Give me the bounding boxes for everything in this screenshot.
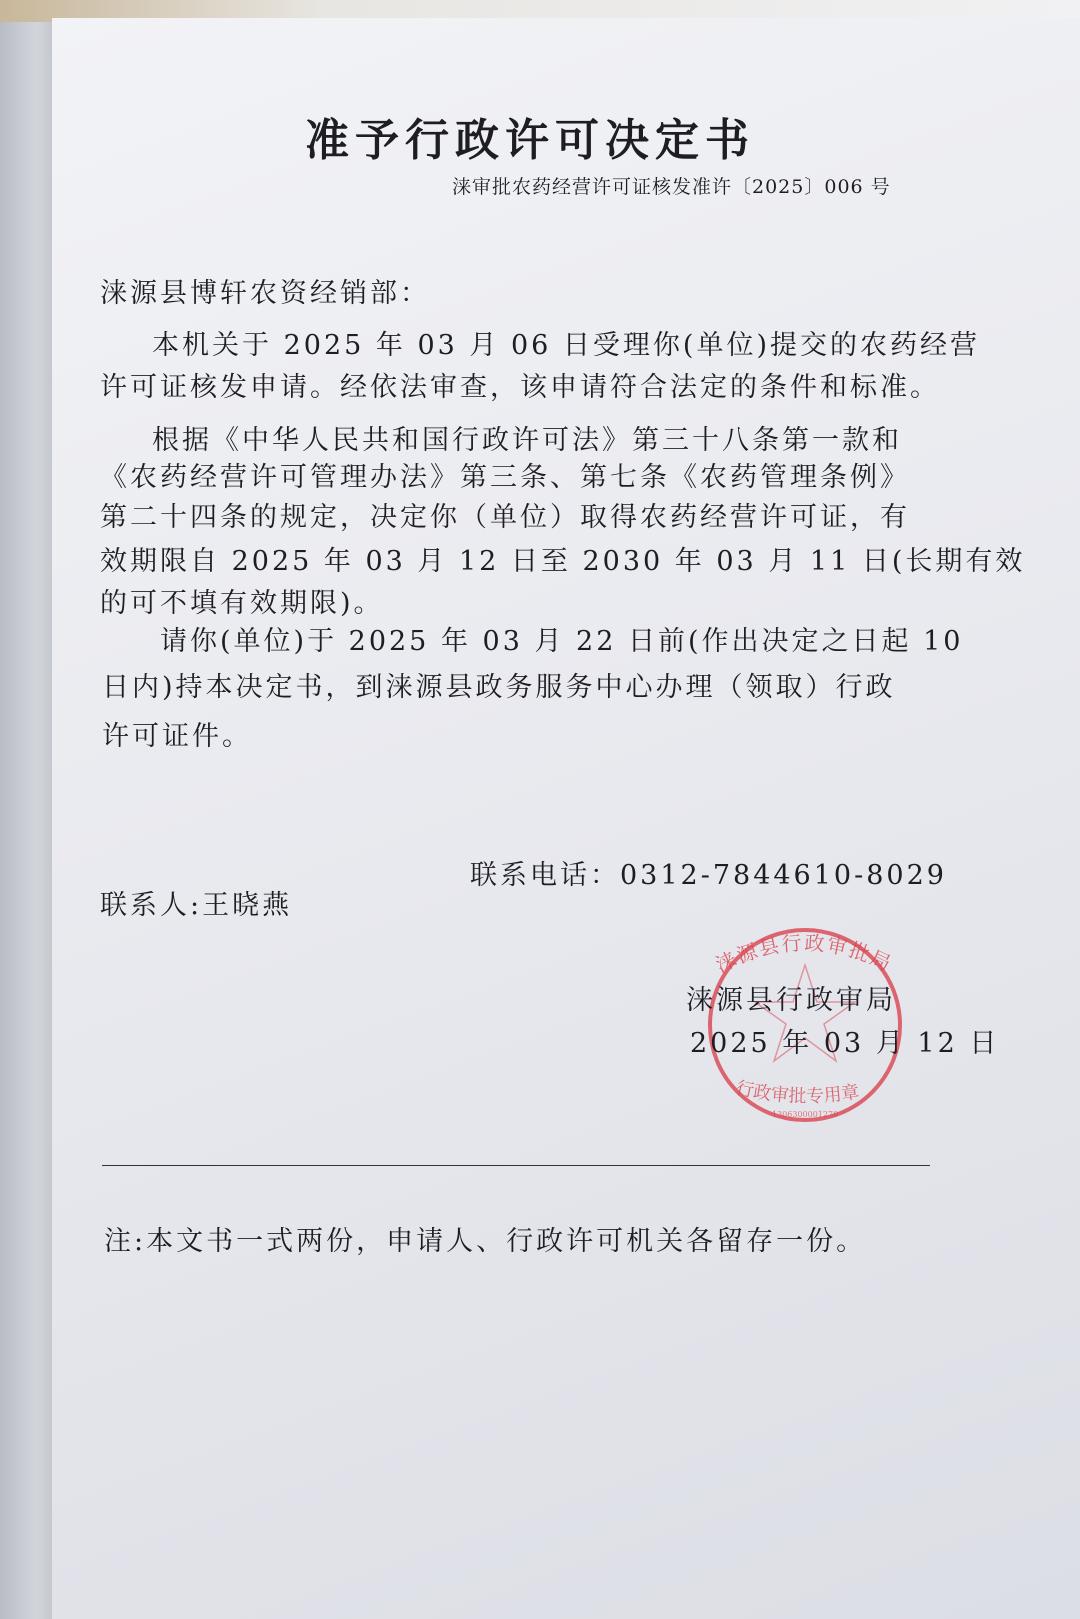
paragraph-line: 日内)持本决定书，到涞源县政务服务中心办理（领取）行政 — [102, 672, 896, 703]
contact-phone: 联系电话：0312-7844610-8029 — [470, 860, 947, 891]
paragraph-line: 效期限自 2025 年 03 月 12 日至 2030 年 03 月 11 日(长期有效 — [100, 546, 1026, 577]
document-title: 准予行政许可决定书 — [305, 115, 755, 166]
paragraph-line: 许可证件。 — [102, 721, 252, 752]
footnote: 注:本文书一式两份，申请人、行政许可机关各留存一份。 — [104, 1226, 867, 1257]
seal-bottom-text: 行政审批专用章 — [733, 1077, 861, 1108]
document-number: 涞审批农药经营许可证核发准许〔2025〕006 号 — [452, 176, 891, 198]
paragraph-line: 第二十四条的规定，决定你（单位）取得农药经营许可证，有 — [100, 502, 910, 533]
contact-person: 联系人:王晓燕 — [100, 890, 293, 921]
paragraph-line: 本机关于 2025 年 03 月 06 日受理你(单位)提交的农药经营 — [152, 330, 980, 361]
paragraph-line: 请你(单位)于 2025 年 03 月 22 日前(作出决定之日起 10 — [160, 626, 964, 657]
divider — [102, 1165, 930, 1166]
paragraph-line: 许可证核发申请。经依法审查，该申请符合法定的条件和标准。 — [100, 372, 940, 403]
seal-top-text: 涞源县行政审批局 — [711, 930, 897, 978]
paragraph-line: 的可不填有效期限)。 — [100, 588, 384, 619]
paragraph-line: 《农药经营许可管理办法》第三条、第七条《农药管理条例》 — [100, 462, 910, 493]
issuer: 涞源县行政审局 — [686, 985, 896, 1016]
issue-date: 2025 年 03 月 12 日 — [690, 1028, 1000, 1059]
book-binding — [0, 0, 52, 1619]
paragraph-line: 根据《中华人民共和国行政许可法》第三十八条第一款和 — [152, 425, 902, 456]
official-seal — [690, 925, 920, 1125]
paper-page — [52, 18, 1080, 1619]
addressee: 涞源县博轩农资经销部： — [100, 278, 430, 309]
seal-code: 1306300001270 — [772, 1110, 839, 1119]
